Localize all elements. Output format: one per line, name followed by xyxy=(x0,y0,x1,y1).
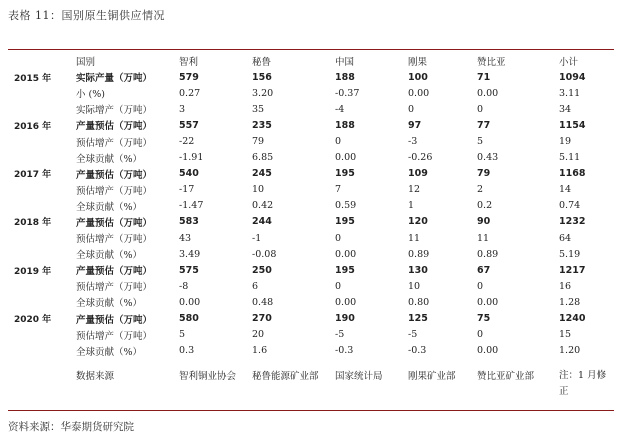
value-cell: 5.11 xyxy=(559,152,581,164)
value-cell: 5.19 xyxy=(559,248,581,260)
header-cell: 中国 xyxy=(335,57,355,69)
row-label: 预估增产（万吨） xyxy=(76,234,153,246)
table-row xyxy=(8,214,614,230)
value-cell: 0.48 xyxy=(252,296,274,308)
revision-note: 注：1 月修正 xyxy=(559,369,607,397)
value-cell: 6.85 xyxy=(252,152,274,164)
value-cell: -3 xyxy=(408,136,418,148)
year-cell xyxy=(8,182,74,198)
value-cell: -1.47 xyxy=(179,200,204,212)
header-cell: 赞比亚 xyxy=(477,57,506,69)
year-cell xyxy=(8,278,74,294)
source-cell: 刚果矿业部 xyxy=(408,370,456,382)
value-cell: 0.89 xyxy=(477,248,499,260)
value-cell: 2 xyxy=(477,184,484,196)
value-cell: 575 xyxy=(179,264,199,276)
value-cell: 0.00 xyxy=(477,87,499,99)
value-cell: 579 xyxy=(179,71,199,83)
row-label: 预估增产（万吨） xyxy=(76,330,153,342)
row-label: 预估增产（万吨） xyxy=(76,137,153,149)
value-cell: 0.00 xyxy=(408,87,430,99)
copper-supply-table xyxy=(8,53,614,402)
value-cell: 16 xyxy=(559,280,572,292)
header-cell: 刚果 xyxy=(408,57,428,69)
value-cell: 0 xyxy=(477,280,484,292)
value-cell: 156 xyxy=(252,71,272,83)
row-label: 产量预估（万吨） xyxy=(76,217,153,229)
value-cell: 245 xyxy=(252,168,272,180)
row-label: 全球贡献（%） xyxy=(76,153,143,165)
row-label: 全球贡献（%） xyxy=(76,346,143,358)
value-cell: 0 xyxy=(335,232,342,244)
year-cell: 2018 年 xyxy=(14,218,52,229)
value-cell: 0.00 xyxy=(477,345,499,357)
value-cell: 12 xyxy=(408,184,421,196)
value-cell: 125 xyxy=(408,313,428,325)
value-cell: 77 xyxy=(477,119,491,131)
year-cell xyxy=(8,150,74,166)
value-cell: 190 xyxy=(335,313,355,325)
value-cell: 0.00 xyxy=(477,296,499,308)
source-cell: 智利铜业协会 xyxy=(179,370,237,382)
value-cell: -5 xyxy=(335,329,345,341)
value-cell: -0.08 xyxy=(252,248,277,260)
table-caption: 表格 11：国别原生铜供应情况 xyxy=(8,9,165,22)
year-cell xyxy=(8,246,74,262)
table-row xyxy=(8,246,614,262)
row-label: 预估增产（万吨） xyxy=(76,185,153,197)
row-label: 产量预估（万吨） xyxy=(76,314,153,326)
year-cell: 2019 年 xyxy=(14,266,52,277)
row-label: 实际增产（万吨） xyxy=(76,105,153,117)
table-header-row xyxy=(8,53,614,69)
value-cell: 100 xyxy=(408,71,428,83)
value-cell: 1.28 xyxy=(559,296,581,308)
table-row xyxy=(8,343,614,359)
table-row xyxy=(8,85,614,101)
year-cell: 2015 年 xyxy=(14,73,52,84)
value-cell: 0.00 xyxy=(335,296,357,308)
table-row xyxy=(8,133,614,149)
value-cell: 0 xyxy=(477,103,484,115)
table-body xyxy=(8,53,614,402)
value-cell: 0.89 xyxy=(408,248,430,260)
header-cell: 国别 xyxy=(76,57,96,69)
value-cell: 1240 xyxy=(559,313,586,325)
value-cell: 3.20 xyxy=(252,87,274,99)
value-cell: 6 xyxy=(252,280,259,292)
top-rule xyxy=(8,49,614,50)
value-cell: -22 xyxy=(179,136,195,148)
value-cell: 11 xyxy=(477,232,490,244)
value-cell: -4 xyxy=(335,103,345,115)
header-cell: 智利 xyxy=(179,57,199,69)
value-cell: -17 xyxy=(179,184,195,196)
value-cell: 583 xyxy=(179,216,199,228)
value-cell: 15 xyxy=(559,329,572,341)
value-cell: -1.91 xyxy=(179,152,204,164)
table-row xyxy=(8,166,614,182)
value-cell: 19 xyxy=(559,136,572,148)
year-cell xyxy=(8,198,74,214)
year-cell xyxy=(8,327,74,343)
value-cell: -0.26 xyxy=(408,152,433,164)
value-cell: 1168 xyxy=(559,168,586,180)
table-row xyxy=(8,327,614,343)
row-label: 产量预估（万吨） xyxy=(76,266,153,278)
source-cell: 秘鲁能源矿业部 xyxy=(252,370,319,382)
value-cell: 10 xyxy=(408,280,421,292)
value-cell: 1.20 xyxy=(559,345,581,357)
value-cell: 0.80 xyxy=(408,296,430,308)
table-row xyxy=(8,278,614,294)
value-cell: 35 xyxy=(252,103,265,115)
table-row xyxy=(8,69,614,85)
value-cell: 0.43 xyxy=(477,152,499,164)
value-cell: 0.27 xyxy=(179,87,201,99)
header-cell: 秘鲁 xyxy=(252,57,272,69)
table-row xyxy=(8,311,614,327)
value-cell: 20 xyxy=(252,329,265,341)
value-cell: 557 xyxy=(179,119,199,131)
value-cell: 90 xyxy=(477,216,491,228)
table-row xyxy=(8,117,614,133)
year-cell: 2016 年 xyxy=(14,121,52,132)
value-cell: 0.00 xyxy=(179,296,201,308)
value-cell: 1.6 xyxy=(252,345,268,357)
table-row xyxy=(8,198,614,214)
year-cell: 2017 年 xyxy=(14,170,52,181)
year-cell: 2020 年 xyxy=(14,315,52,326)
value-cell: 540 xyxy=(179,168,199,180)
value-cell: -8 xyxy=(179,280,189,292)
value-cell: 109 xyxy=(408,168,428,180)
value-cell: 43 xyxy=(179,232,192,244)
value-cell: 34 xyxy=(559,103,572,115)
value-cell: 0 xyxy=(408,103,415,115)
table-row xyxy=(8,294,614,310)
value-cell: -1 xyxy=(252,232,262,244)
source-cell: 国家统计局 xyxy=(335,370,383,382)
year-cell xyxy=(8,85,74,101)
footer-source: 资料来源：华泰期货研究院 xyxy=(8,421,134,433)
value-cell: 0.00 xyxy=(335,248,357,260)
value-cell: -0.37 xyxy=(335,87,360,99)
value-cell: 5 xyxy=(179,329,186,341)
value-cell: 10 xyxy=(252,184,265,196)
value-cell: 97 xyxy=(408,119,422,131)
value-cell: 14 xyxy=(559,184,572,196)
source-cell: 赞比亚矿业部 xyxy=(477,370,535,382)
value-cell: 1217 xyxy=(559,264,586,276)
value-cell: 580 xyxy=(179,313,199,325)
row-label: 产量预估（万吨） xyxy=(76,169,153,181)
value-cell: 71 xyxy=(477,71,491,83)
table-row xyxy=(8,182,614,198)
value-cell: 75 xyxy=(477,313,491,325)
value-cell: -0.3 xyxy=(408,345,427,357)
value-cell: 1232 xyxy=(559,216,586,228)
year-cell xyxy=(8,294,74,310)
value-cell: 3.49 xyxy=(179,248,201,260)
row-label: 全球贡献（%） xyxy=(76,201,143,213)
table-row xyxy=(8,262,614,278)
bottom-rule xyxy=(8,410,614,411)
value-cell: 244 xyxy=(252,216,272,228)
value-cell: 195 xyxy=(335,264,355,276)
row-label: 小 (%) xyxy=(76,89,105,101)
value-cell: 1154 xyxy=(559,119,586,131)
value-cell: 120 xyxy=(408,216,428,228)
value-cell: 0.74 xyxy=(559,200,581,212)
year-cell xyxy=(8,133,74,149)
value-cell: 0 xyxy=(335,280,342,292)
value-cell: 0.2 xyxy=(477,200,493,212)
source-year-cell xyxy=(8,359,74,402)
value-cell: 0 xyxy=(477,329,484,341)
header-cell: 小计 xyxy=(559,57,579,69)
year-cell xyxy=(8,343,74,359)
value-cell: 270 xyxy=(252,313,272,325)
value-cell: 1094 xyxy=(559,71,586,83)
value-cell: 0 xyxy=(335,136,342,148)
value-cell: 0.59 xyxy=(335,200,357,212)
row-label: 全球贡献（%） xyxy=(76,250,143,262)
value-cell: 0.00 xyxy=(335,152,357,164)
year-cell xyxy=(8,230,74,246)
value-cell: 11 xyxy=(408,232,421,244)
table-row xyxy=(8,150,614,166)
value-cell: 188 xyxy=(335,71,355,83)
source-label: 数据来源 xyxy=(76,370,115,382)
table-row xyxy=(8,101,614,117)
value-cell: 79 xyxy=(252,136,265,148)
value-cell: 188 xyxy=(335,119,355,131)
value-cell: 0.42 xyxy=(252,200,274,212)
row-label: 预估增产（万吨） xyxy=(76,282,153,294)
value-cell: 79 xyxy=(477,168,491,180)
value-cell: 3.11 xyxy=(559,87,581,99)
header-year-cell xyxy=(8,53,74,69)
value-cell: 235 xyxy=(252,119,272,131)
row-label: 实际产量（万吨） xyxy=(76,73,153,85)
value-cell: 64 xyxy=(559,232,572,244)
value-cell: 130 xyxy=(408,264,428,276)
table-row xyxy=(8,230,614,246)
value-cell: 195 xyxy=(335,168,355,180)
value-cell: 250 xyxy=(252,264,272,276)
row-label: 全球贡献（%） xyxy=(76,298,143,310)
year-cell xyxy=(8,101,74,117)
value-cell: -0.3 xyxy=(335,345,354,357)
value-cell: 195 xyxy=(335,216,355,228)
row-label: 产量预估（万吨） xyxy=(76,121,153,133)
value-cell: 7 xyxy=(335,184,342,196)
value-cell: 3 xyxy=(179,103,186,115)
source-row xyxy=(8,359,614,402)
value-cell: 67 xyxy=(477,264,491,276)
value-cell: -5 xyxy=(408,329,418,341)
value-cell: 5 xyxy=(477,136,484,148)
value-cell: 0.3 xyxy=(179,345,195,357)
value-cell: 1 xyxy=(408,200,415,212)
